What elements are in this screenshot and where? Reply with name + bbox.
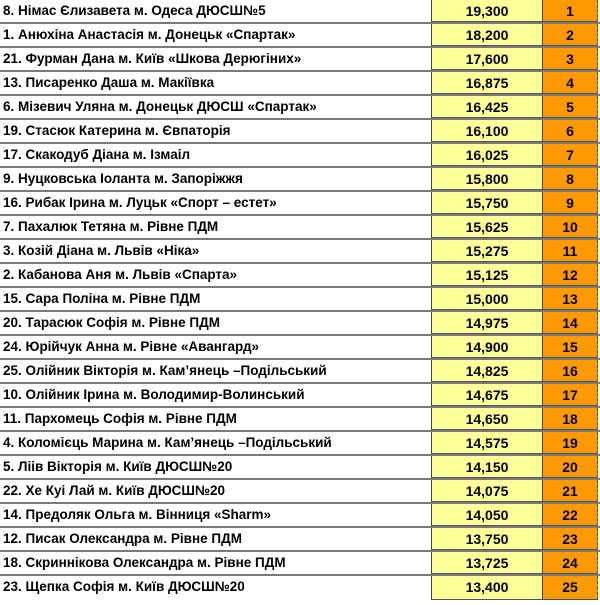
- score-cell: 15,800: [431, 168, 543, 190]
- place-cell: 2: [543, 24, 598, 46]
- score-cell: 15,625: [431, 216, 543, 238]
- athlete-name-cell: 17. Скакодуб Діана м. Ізмаіл: [0, 144, 431, 166]
- athlete-name-cell: 21. Фурман Дана м. Київ «Шкова Дерюгіних»: [0, 48, 431, 70]
- athlete-name-cell: 13. Писаренко Даша м. Макіївка: [0, 72, 431, 94]
- table-row: [0, 168, 600, 192]
- athlete-name-cell: 14. Предоляк Ольга м. Вінниця «Sharm»: [0, 504, 431, 526]
- score-cell: 16,425: [431, 96, 543, 118]
- place-cell: 16: [543, 360, 598, 382]
- athlete-name-cell: 10. Олійник Ірина м. Володимир-Волинський: [0, 384, 431, 406]
- table-row: [0, 576, 600, 600]
- score-cell: 13,400: [431, 576, 543, 600]
- score-cell: 19,300: [431, 0, 543, 22]
- place-cell: 6: [543, 120, 598, 142]
- place-cell: 20: [543, 456, 598, 478]
- athlete-name-cell: 18. Скриннікова Олександра м. Рівне ПДМ: [0, 552, 431, 574]
- score-cell: 16,025: [431, 144, 543, 166]
- athlete-name-cell: 12. Писак Олександра м. Рівне ПДМ: [0, 528, 431, 550]
- athlete-name-cell: 5. Ліів Вікторія м. Київ ДЮСШ№20: [0, 456, 431, 478]
- place-cell: 15: [543, 336, 598, 358]
- place-cell: 1: [543, 0, 598, 22]
- place-cell: 5: [543, 96, 598, 118]
- athlete-name-cell: 6. Мізевич Уляна м. Донецьк ДЮСШ «Спартак»: [0, 96, 431, 118]
- athlete-name-cell: 3. Козій Діана м. Львів «Ніка»: [0, 240, 431, 262]
- table-row: [0, 288, 600, 312]
- table-row: [0, 216, 600, 240]
- table-row: [0, 432, 600, 456]
- place-cell: 9: [543, 192, 598, 214]
- place-cell: 19: [543, 432, 598, 454]
- score-cell: 14,975: [431, 312, 543, 334]
- place-cell: 21: [543, 480, 598, 502]
- score-cell: 13,725: [431, 552, 543, 574]
- table-row: [0, 120, 600, 144]
- score-cell: 14,050: [431, 504, 543, 526]
- place-cell: 11: [543, 240, 598, 262]
- score-cell: 14,675: [431, 384, 543, 406]
- score-cell: 14,150: [431, 456, 543, 478]
- athlete-name-cell: 22. Хе Куі Лай м. Київ ДЮСШ№20: [0, 480, 431, 502]
- table-row: [0, 408, 600, 432]
- athlete-name-cell: 7. Пахалюк Тетяна м. Рівне ПДМ: [0, 216, 431, 238]
- table-row: [0, 456, 600, 480]
- athlete-name-cell: 24. Юрійчук Анна м. Рівне «Авангард»: [0, 336, 431, 358]
- place-cell: 17: [543, 384, 598, 406]
- table-row: [0, 48, 600, 72]
- table-row: [0, 264, 600, 288]
- table-row: [0, 336, 600, 360]
- table-row: [0, 552, 600, 576]
- score-cell: 14,575: [431, 432, 543, 454]
- table-row: [0, 312, 600, 336]
- table-row: [0, 72, 600, 96]
- place-cell: 7: [543, 144, 598, 166]
- table-row: [0, 0, 600, 24]
- place-cell: 3: [543, 48, 598, 70]
- score-cell: 17,600: [431, 48, 543, 70]
- athlete-name-cell: 11. Пархомець Софія м. Рівне ПДМ: [0, 408, 431, 430]
- score-cell: 13,750: [431, 528, 543, 550]
- table-row: [0, 24, 600, 48]
- score-cell: 14,650: [431, 408, 543, 430]
- athlete-name-cell: 25. Олійник Вікторія м. Кам’янець –Подільський: [0, 360, 431, 382]
- score-cell: 16,100: [431, 120, 543, 142]
- place-cell: 24: [543, 552, 598, 574]
- athlete-name-cell: 1. Анюхіна Анастасія м. Донецьк «Спартак»: [0, 24, 431, 46]
- athlete-name-cell: 4. Коломієць Марина м. Кам’янець –Подільський: [0, 432, 431, 454]
- table-row: [0, 504, 600, 528]
- table-row: [0, 192, 600, 216]
- athlete-name-cell: 8. Німас Єлизавета м. Одеса ДЮСШ№5: [0, 0, 431, 22]
- place-cell: 18: [543, 408, 598, 430]
- place-cell: 23: [543, 528, 598, 550]
- score-cell: 14,900: [431, 336, 543, 358]
- place-cell: 10: [543, 216, 598, 238]
- score-cell: 14,825: [431, 360, 543, 382]
- athlete-name-cell: 9. Нуцковська Іоланта м. Запоріжжя: [0, 168, 431, 190]
- athlete-name-cell: 15. Сара Поліна м. Рівне ПДМ: [0, 288, 431, 310]
- score-cell: 15,275: [431, 240, 543, 262]
- score-cell: 15,125: [431, 264, 543, 286]
- place-cell: 13: [543, 288, 598, 310]
- athlete-name-cell: 2. Кабанова Аня м. Львів «Спарта»: [0, 264, 431, 286]
- athlete-name-cell: 16. Рибак Ірина м. Луцьк «Спорт – естет»: [0, 192, 431, 214]
- athlete-name-cell: 19. Стасюк Катерина м. Євпаторія: [0, 120, 431, 142]
- place-cell: 14: [543, 312, 598, 334]
- score-cell: 15,750: [431, 192, 543, 214]
- place-cell: 12: [543, 264, 598, 286]
- table-row: [0, 360, 600, 384]
- place-cell: 8: [543, 168, 598, 190]
- table-row: [0, 144, 600, 168]
- place-cell: 4: [543, 72, 598, 94]
- athlete-name-cell: 20. Тарасюк Софія м. Рівне ПДМ: [0, 312, 431, 334]
- table-row: [0, 480, 600, 504]
- score-cell: 18,200: [431, 24, 543, 46]
- athlete-name-cell: 23. Щепка Софія м. Київ ДЮСШ№20: [0, 576, 431, 600]
- place-cell: 22: [543, 504, 598, 526]
- score-cell: 16,875: [431, 72, 543, 94]
- score-cell: 15,000: [431, 288, 543, 310]
- table-row: [0, 528, 600, 552]
- table-row: [0, 240, 600, 264]
- table-row: [0, 96, 600, 120]
- score-cell: 14,075: [431, 480, 543, 502]
- place-cell: 25: [543, 576, 598, 600]
- table-row: [0, 384, 600, 408]
